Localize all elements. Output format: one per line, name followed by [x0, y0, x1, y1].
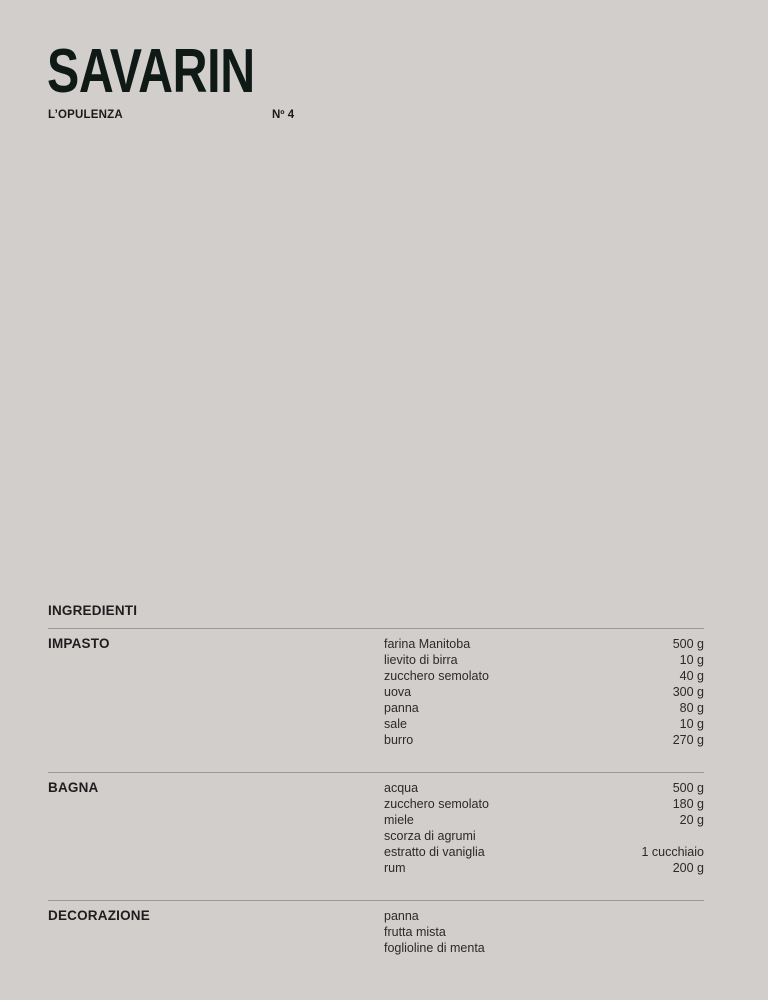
ingredient-row: [384, 732, 704, 748]
ingredient-qty: 80 g: [679, 701, 704, 715]
ingredient-name: panna: [384, 909, 419, 923]
ingredient-qty: 10 g: [679, 717, 704, 731]
ingredient-name: uova: [384, 685, 412, 699]
ingredient-name: burro: [384, 733, 414, 747]
ingredient-qty: 500 g: [672, 781, 704, 795]
ingredient-name: panna: [384, 701, 419, 715]
ingredient-list: [384, 908, 704, 956]
ingredient-qty: 200 g: [672, 861, 704, 875]
ingredient-name: foglioline di menta: [384, 941, 485, 955]
ingredient-name: sale: [384, 717, 407, 731]
ingredient-qty: 40 g: [679, 669, 704, 683]
page-subtitle: L’OPULENZA: [48, 109, 123, 121]
ingredient-row: [384, 812, 704, 828]
ingredient-name: rum: [384, 861, 406, 875]
ingredient-section-bagna: [48, 772, 704, 897]
ingredient-row: [384, 636, 704, 652]
ingredient-list: [384, 780, 704, 876]
ingredient-name: zucchero semolato: [384, 797, 489, 811]
ingredient-qty: 500 g: [672, 637, 704, 651]
ingredient-qty: 20 g: [679, 813, 704, 827]
ingredient-name: scorza di agrumi: [384, 829, 476, 843]
ingredient-name: zucchero semolato: [384, 669, 489, 683]
ingredient-row: [384, 780, 704, 796]
section-title: IMPASTO: [48, 636, 110, 651]
section-title: BAGNA: [48, 780, 99, 795]
ingredient-name: acqua: [384, 781, 419, 795]
ingredients-heading: INGREDIENTI: [48, 603, 138, 618]
ingredient-row: [384, 796, 704, 812]
ingredient-row: [384, 684, 704, 700]
page-title: SAVARIN: [47, 37, 255, 106]
ingredient-qty: 1 cucchiaio: [641, 845, 704, 859]
ingredient-qty: 180 g: [672, 797, 704, 811]
ingredient-qty: 270 g: [672, 733, 704, 747]
ingredient-name: frutta mista: [384, 925, 446, 939]
ingredient-row: [384, 652, 704, 668]
ingredient-name: farina Manitoba: [384, 637, 471, 651]
ingredient-qty: 300 g: [672, 685, 704, 699]
ingredient-name: lievito di birra: [384, 653, 458, 667]
ingredient-name: estratto di vaniglia: [384, 845, 485, 859]
ingredient-row: [384, 860, 704, 876]
ingredient-section-decorazione: [48, 900, 704, 971]
ingredient-row: [384, 908, 704, 924]
ingredient-row: [384, 828, 704, 844]
ingredient-list: [384, 636, 704, 748]
ingredient-section-impasto: [48, 628, 704, 769]
ingredient-row: [384, 668, 704, 684]
section-title: DECORAZIONE: [48, 908, 150, 923]
issue-number: Nº 4: [272, 109, 295, 121]
ingredient-row: [384, 700, 704, 716]
ingredient-qty: 10 g: [679, 653, 704, 667]
ingredient-row: [384, 924, 704, 940]
ingredient-row: [384, 844, 704, 860]
ingredient-name: miele: [384, 813, 414, 827]
ingredient-row: [384, 940, 704, 956]
ingredient-row: [384, 716, 704, 732]
